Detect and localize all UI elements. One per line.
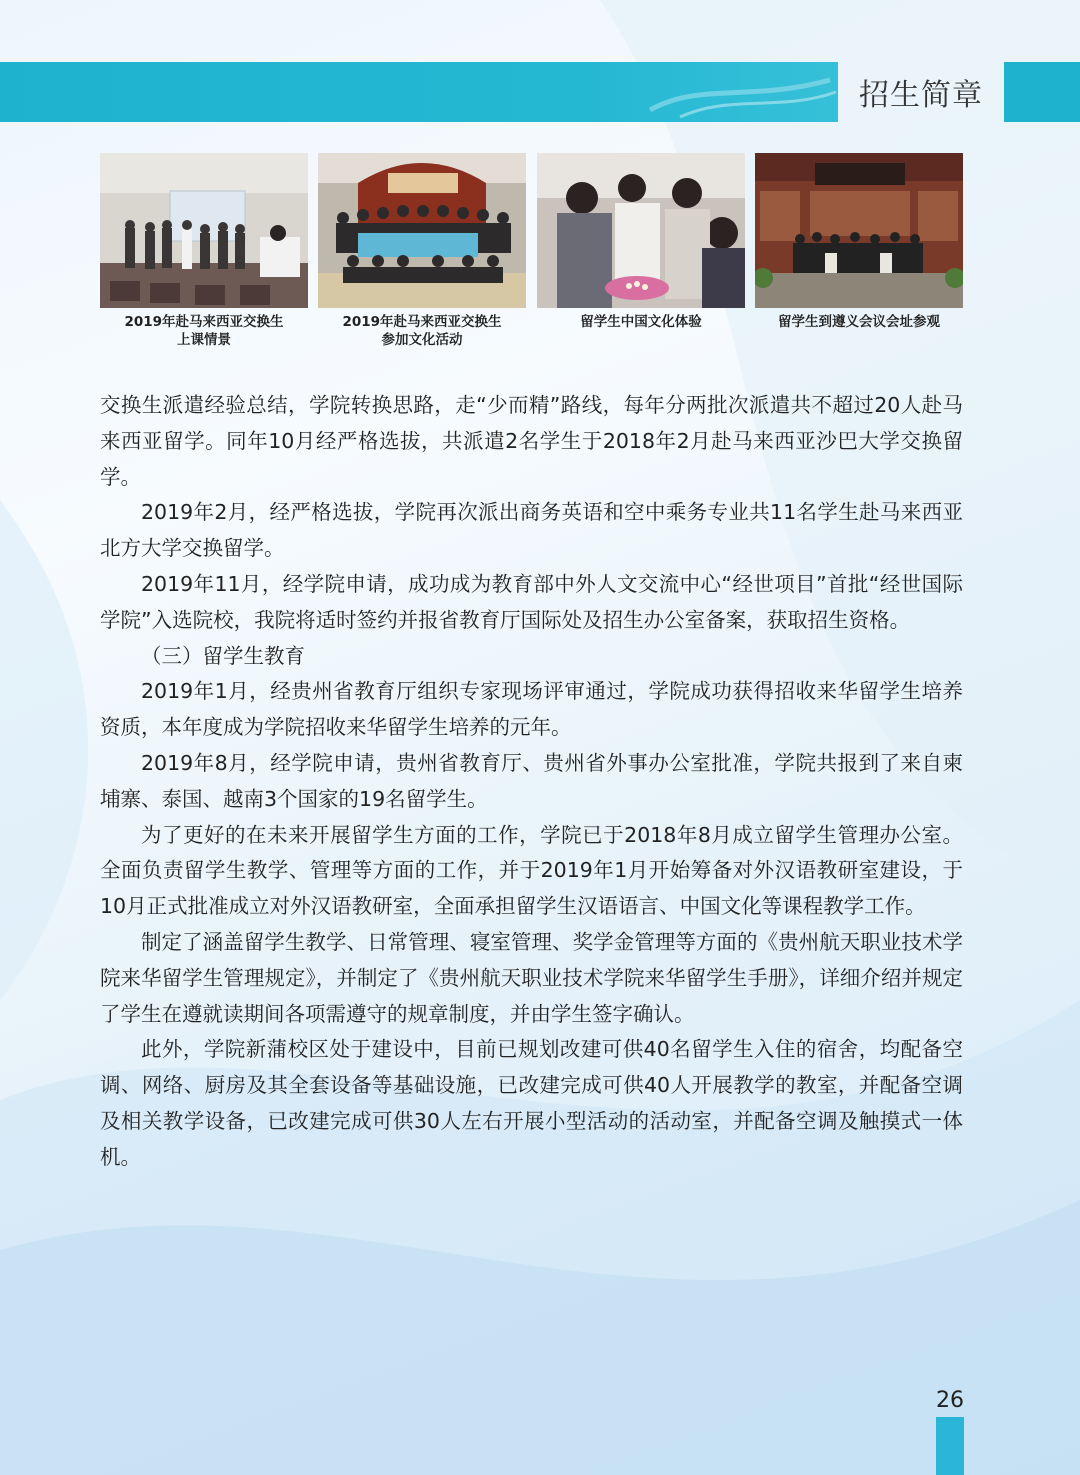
paragraph: 2019年2月，经严格选拔，学院再次派出商务英语和空中乘务专业共11名学生赴马来西亚北方大学交换留学。 <box>100 500 963 561</box>
photo-cultural-activity <box>318 153 526 308</box>
photo-caption-zunyi-site: 留学生到遵义会议会址参观 <box>778 314 940 330</box>
paragraph: 交换生派遣经验总结，学院转换思路，走“少而精”路线，每年分两批次派遣共不超过20人赴马来西亚留学。同年10月经严格选拔，共派遣2名学生于2018年2月赴马来西亚沙巴大学交换留学。 <box>100 393 963 489</box>
paragraph: 制定了涵盖留学生教学、日常管理、寝室管理、奖学金管理等方面的《贵州航天职业技术学院来华留学生管理规定》，并制定了《贵州航天职业技术学院来华留学生手册》，详细介绍并规定了学生在遵就读期间各项需遵守的规章制度，并由学生签字确认。 <box>100 929 963 1026</box>
page-number: 26 <box>936 1388 964 1413</box>
paragraph: 2019年1月，经贵州省教育厅组织专家现场评审通过，学院成功获得招收来华留学生培养资质，本年度成为学院招收来华留学生培养的元年。 <box>100 679 963 740</box>
header-title: 招生简章 <box>859 78 983 113</box>
photo-caption-chinese-culture: 留学生中国文化体验 <box>580 314 702 330</box>
paragraph: 2019年11月，经学院申请，成功成为教育部中外人文交流中心“经世项目”首批“经世国际学院”入选院校，我院将适时签约并报省教育厅国际处及招生办公室备案，获取招生资格。 <box>100 571 963 632</box>
body-text <box>100 388 963 1176</box>
section-heading: （三）留学生教育 <box>141 643 305 668</box>
paragraph: 2019年8月，经学院申请，贵州省教育厅、贵州省外事办公室批准，学院共报到了来自柬埔寨、泰国、越南3个国家的19名留学生。 <box>100 750 963 811</box>
paragraph: 为了更好的在未来开展留学生方面的工作，学院已于2018年8月成立留学生管理办公室。全面负责留学生教学、管理等方面的工作，并于2019年1月开始筹备对外汉语教研室建设，于10月正式批准成立对外汉语教研室，全面承担留学生汉语语言、中国文化等课程教学工作。 <box>100 822 963 919</box>
photo-chinese-culture <box>537 153 745 308</box>
photo-caption-cultural-activity: 2019年赴马来西亚交换生 参加文化活动 <box>342 314 502 348</box>
header-wave-decoration <box>640 62 838 122</box>
header-right-block <box>1004 62 1080 122</box>
paragraph: 此外，学院新蒲校区处于建设中，目前已规划改建可供40名留学生入住的宿舍，均配备空调、网络、厨房及其全套设备等基础设施，已改建完成可供40人开展教学的教室，并配备空调及相关教学设备，已改建完成可供30人左右开展小型活动的活动室，并配备空调及触摸式一体机。 <box>100 1037 963 1169</box>
photo-caption-classroom: 2019年赴马来西亚交换生 上课情景 <box>124 314 284 348</box>
photo-classroom <box>100 153 308 308</box>
photo-zunyi-site <box>755 153 963 308</box>
page-number-bar <box>936 1417 964 1475</box>
